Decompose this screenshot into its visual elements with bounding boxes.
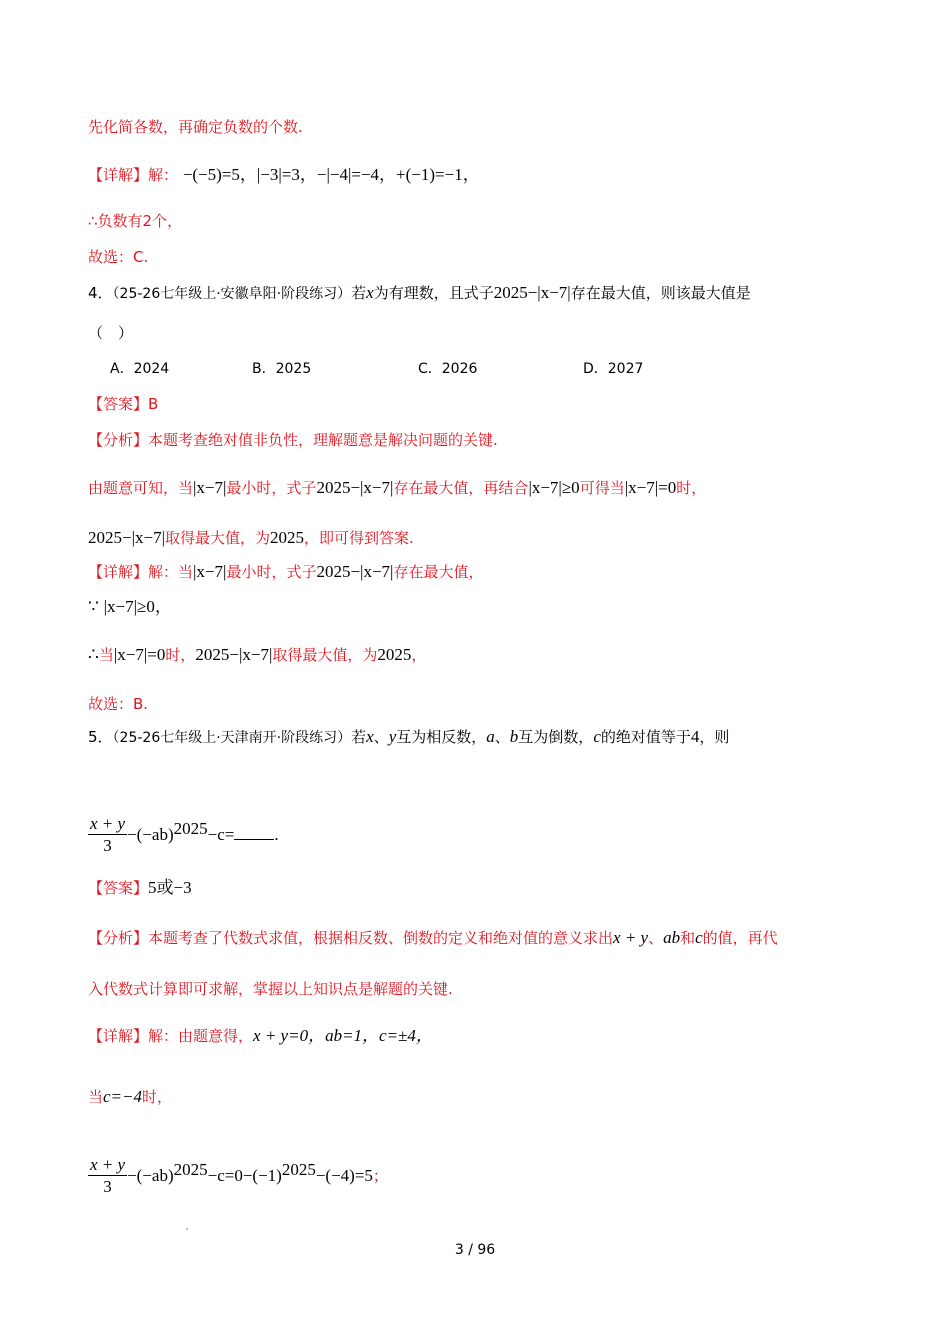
text: 本题考查了代数式求值，根据相反数、倒数的定义和绝对值的意义求出 xyxy=(148,929,614,947)
therefore-symbol: ∴ xyxy=(88,645,99,664)
text: 、 xyxy=(648,929,664,947)
fraction-numerator: x + y xyxy=(90,814,126,833)
math-expression: =0 xyxy=(658,478,677,497)
math-expression: ≥0 xyxy=(561,478,580,497)
math-expression: −(−4)=5 xyxy=(315,1166,373,1185)
math-expression: c=−4 xyxy=(103,1087,143,1106)
question-number: 5． xyxy=(88,728,113,746)
math-expression: 4 xyxy=(690,727,700,746)
math-expression: |x−7| xyxy=(528,478,562,497)
option-d: D．2027 xyxy=(583,361,644,377)
text: 的绝对值等于 xyxy=(600,728,691,746)
q4-analysis-line3 xyxy=(88,527,414,549)
text: 、 xyxy=(494,728,510,746)
fraction-denominator: 3 xyxy=(103,836,112,855)
analysis-label: 【分析】 xyxy=(88,929,149,947)
q4-choice xyxy=(88,693,148,715)
text: 解：当 xyxy=(148,563,194,581)
q5-detail-line2 xyxy=(88,1086,172,1108)
text: 互为相反数， xyxy=(396,728,487,746)
answer-label: 【答案】 xyxy=(88,879,149,897)
text: 可得当 xyxy=(579,479,625,497)
variable: x xyxy=(366,283,374,302)
text: 为有理数，且式子 xyxy=(373,284,494,302)
math-expression: |x−7| xyxy=(624,478,659,497)
text: ； xyxy=(372,1167,388,1185)
answer-blank: （ ） xyxy=(88,324,134,342)
text: ，即可得到答案. xyxy=(304,529,414,547)
math-expression: |x−7|≥0， xyxy=(103,597,172,616)
detail-label: 【详解】 xyxy=(88,166,149,184)
text: 取得最大值，为 xyxy=(164,529,270,547)
text: 最小时，式子 xyxy=(226,563,317,581)
text: 互为倒数， xyxy=(518,728,594,746)
text: 存在最大值，则该最大值是 xyxy=(570,284,751,302)
math-expression: 2025−|x−7| xyxy=(316,562,394,581)
text: 解：由题意得， xyxy=(148,1027,254,1045)
page-total: 96 xyxy=(477,1242,496,1258)
text: 若 xyxy=(351,728,367,746)
q5-stem xyxy=(88,726,729,749)
q5-analysis-line1 xyxy=(88,927,778,949)
text: 由题意可知，当 xyxy=(88,479,194,497)
answer-value: 5或−3 xyxy=(148,878,192,897)
text: 和 xyxy=(680,929,696,947)
math-expression: c xyxy=(695,928,703,947)
solution-text-line xyxy=(88,116,303,138)
text: . xyxy=(274,825,279,844)
variable: a xyxy=(486,727,495,746)
math-expression: 2025−|x−7| xyxy=(493,283,571,302)
q4-detail-line3 xyxy=(88,644,426,666)
conclusion-line xyxy=(88,210,182,232)
text: 时， xyxy=(676,479,707,497)
math-expression: 2025−|x−7| xyxy=(88,528,165,547)
fraction xyxy=(88,814,127,857)
q4-analysis-line2 xyxy=(88,477,706,499)
exponent: 2025 xyxy=(281,1160,316,1179)
text: 当 xyxy=(98,646,114,664)
text: 最小时，式子 xyxy=(226,479,317,497)
detail-line xyxy=(88,164,480,186)
q5-expression xyxy=(88,806,279,858)
option-c: C．2026 xyxy=(418,361,478,377)
math-expression: |x−7| xyxy=(193,562,227,581)
text: 先化简各数，再确定负数的个数. xyxy=(88,118,303,136)
choice-line xyxy=(88,246,148,268)
text: 入代数式计算即可求解，掌握以上知识点是解题的关键. xyxy=(88,980,453,998)
exponent: 2025 xyxy=(173,1160,208,1179)
text: ，则 xyxy=(699,728,730,746)
fraction xyxy=(88,1155,127,1198)
math-expression: −(−5)=5，|−3|=3，−|−4|=−4，+(−1)=−1， xyxy=(182,165,480,184)
math-expression: 2025 xyxy=(377,645,412,664)
option-b: B．2025 xyxy=(252,361,312,377)
math-expression: ab xyxy=(663,928,681,947)
exponent: 2025 xyxy=(173,819,208,838)
fill-blank xyxy=(234,825,274,840)
variable: c xyxy=(593,727,601,746)
text: ， xyxy=(411,646,427,664)
text: 本题考查绝对值非负性，理解题意是解决问题的关键. xyxy=(148,431,498,449)
analysis-label: 【分析】 xyxy=(88,431,149,449)
detail-label: 【详解】 xyxy=(88,1027,149,1045)
text: 当 xyxy=(88,1088,104,1106)
math-expression: |x−7| xyxy=(113,645,148,664)
detail-label: 【详解】 xyxy=(88,563,149,581)
fraction-denominator: 3 xyxy=(103,1177,112,1196)
question-source: （25-26七年级上·天津南开·阶段练习） xyxy=(112,730,352,746)
q4-detail-line2 xyxy=(88,596,172,618)
answer-value: B xyxy=(148,395,159,413)
text: ∴负数有2个， xyxy=(88,212,183,230)
math-expression: 2025−|x−7| xyxy=(316,478,394,497)
math-expression: 2025−|x−7| xyxy=(195,645,273,664)
text: 时， xyxy=(165,646,196,664)
page-footer xyxy=(0,1242,950,1258)
q4-stem xyxy=(88,282,751,305)
text: 存在最大值，再结合 xyxy=(393,479,529,497)
math-expression: x + y=0，ab=1，c=±4， xyxy=(253,1026,433,1045)
page-number: 3 xyxy=(454,1242,464,1258)
variable: y xyxy=(388,727,397,746)
text: 若 xyxy=(351,284,367,302)
fraction-numerator: x + y xyxy=(90,1155,126,1174)
q4-answer xyxy=(88,393,158,415)
math-expression: −(−ab) xyxy=(127,825,174,844)
text: 故选：B. xyxy=(88,695,149,713)
q5-analysis-line2 xyxy=(88,978,453,1000)
q5-detail-line3 xyxy=(88,1147,388,1199)
q4-analysis xyxy=(88,429,498,451)
answer-label: 【答案】 xyxy=(88,395,149,413)
option-a: A．2024 xyxy=(110,361,170,377)
text: 的值，再代 xyxy=(702,929,778,947)
q5-detail-line1 xyxy=(88,1025,433,1047)
q4-detail-line1 xyxy=(88,561,483,583)
math-expression: 2025 xyxy=(270,528,304,547)
math-expression: −c=0−(−1) xyxy=(207,1166,282,1185)
q5-answer xyxy=(88,877,192,899)
question-source: （25-26七年级上·安徽阜阳·阶段练习） xyxy=(112,286,352,302)
math-expression: |x−7| xyxy=(193,478,227,497)
page-separator: / xyxy=(468,1242,473,1258)
math-expression: −c= xyxy=(207,825,235,844)
q4-paren xyxy=(88,322,133,344)
text: 取得最大值，为 xyxy=(272,646,378,664)
math-expression: x + y xyxy=(613,928,649,947)
question-number: 4． xyxy=(88,284,113,302)
text: 时， xyxy=(142,1088,173,1106)
variable: b xyxy=(509,727,519,746)
text: 故选：C. xyxy=(88,248,149,266)
text: 解： xyxy=(148,166,179,184)
variable: x xyxy=(366,727,374,746)
math-expression: −(−ab) xyxy=(127,1166,174,1185)
scan-dot xyxy=(186,1228,188,1230)
math-expression: =0 xyxy=(147,645,166,664)
because-symbol: ∵ xyxy=(88,597,99,616)
text: 、 xyxy=(373,728,389,746)
text: 存在最大值， xyxy=(393,563,484,581)
